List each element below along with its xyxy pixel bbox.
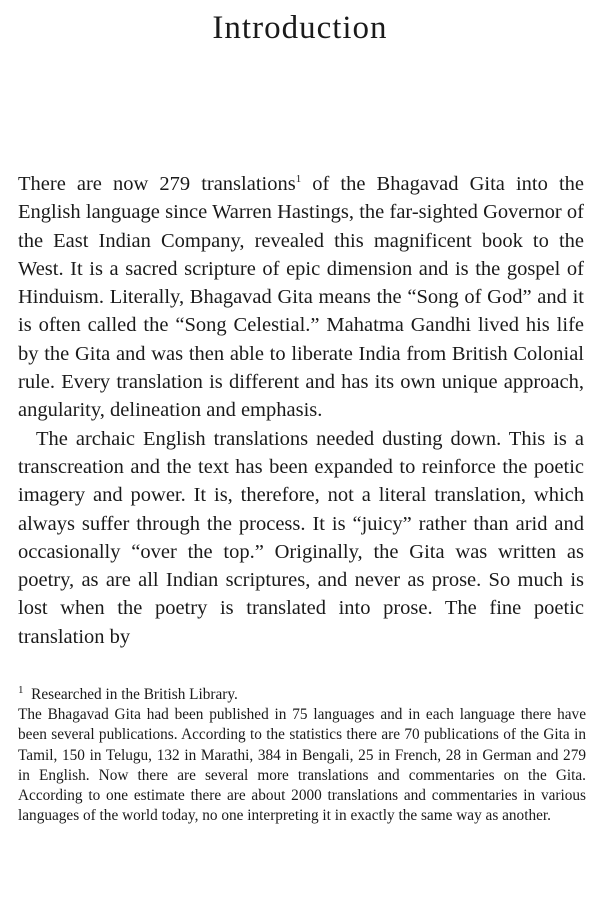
footnotes bbox=[18, 685, 586, 826]
footnote-line-1 bbox=[18, 685, 586, 705]
footnote-line-2: The Bhagavad Gita had been published in 75 languages and in each language there have been several publications. According to the statistics there are 70 publications of the Gita in Tamil, 150 in Telugu, 132 in Marathi, 384 in Bengali, 25 in French, 28 in German and 279 in English. Now there are several more translations and commentaries on the Gita. According to one estimate there are about 2000 translations and commentaries in various languages of the world today, no one interpreting it in exactly the same way as another. bbox=[18, 706, 586, 825]
paragraph-1-rest: of the Bhagavad Gita into the English language since Warren Hastings, the far-sighted Governor of the East Indian Company, revealed this magnificent book to the West. It is a sacred scripture of epic dimension and is the gospel of Hinduism. Literally, Bhagavad Gita means the “Song of God” and it is often called the “Song Celestial.” Mahatma Gandhi lived his life by the Gita and was then able to liberate India from British Colonial rule. Every translation is different and has its own unique approach, angularity, delineation and emphasis. bbox=[18, 173, 584, 422]
footnote-source: Researched in the British Library. bbox=[31, 686, 238, 703]
footnote-mark: 1 bbox=[18, 683, 24, 696]
body-text bbox=[18, 170, 584, 651]
page-title: Introduction bbox=[212, 10, 388, 46]
paragraph-2: The archaic English translations needed dusting down. This is a transcreation and the text has been expanded to reinforce the poetic imagery and power. It is, therefore, not a literal translation, which always suffer through the process. It is “juicy” rather than arid and occasionally “over the top.” Originally, the Gita was written as poetry, as are all Indian scriptures, and never as prose. So much is lost when the poetry is translated into prose. The fine poetic translation by bbox=[18, 427, 584, 648]
footnote-reference: 1 bbox=[295, 173, 302, 186]
paragraph-1 bbox=[18, 170, 584, 425]
paragraph-1-start: There are now 279 translations bbox=[18, 173, 296, 195]
